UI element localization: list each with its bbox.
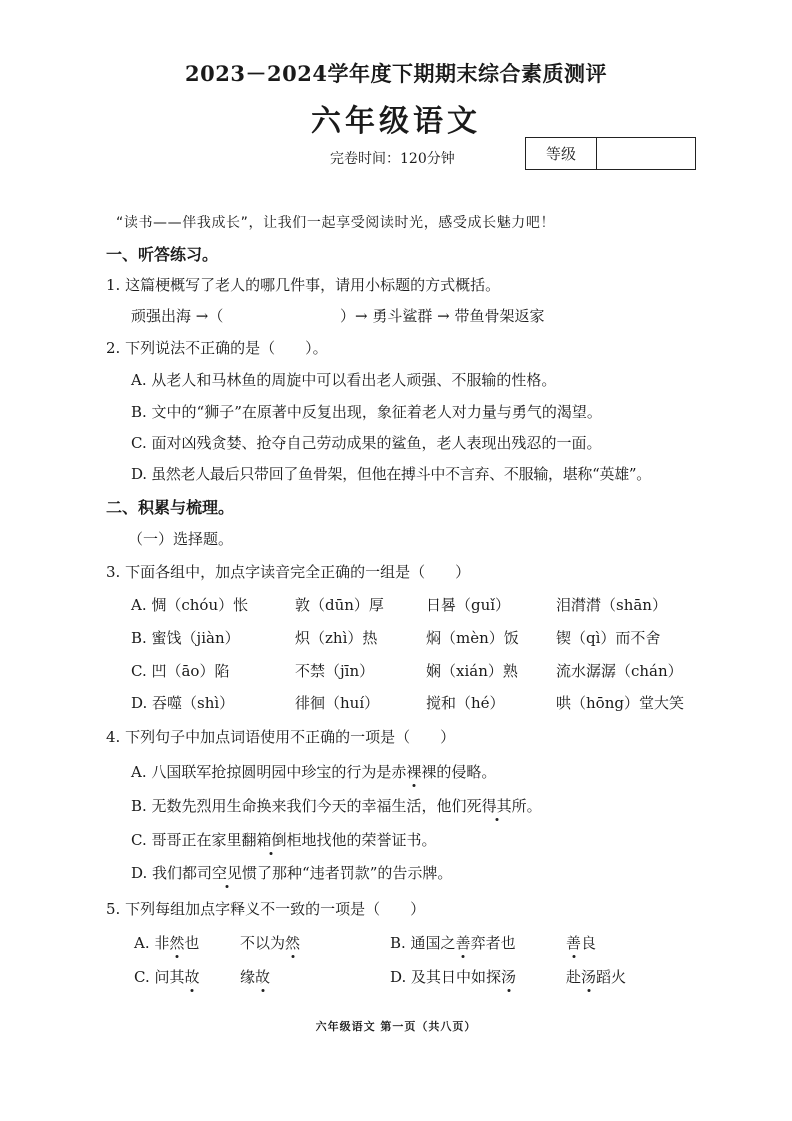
q3-option: B. 蜜饯（jiàn） xyxy=(131,629,240,647)
dotted-word: 赤裸裸 xyxy=(391,763,437,781)
q3-option: 哄（hōng）堂大笑 xyxy=(556,694,684,712)
dotted-word: 死得其所 xyxy=(466,797,527,815)
question-4-option-b xyxy=(131,795,542,816)
q5-option-a1 xyxy=(134,932,199,953)
question-1-part2: ）→ 勇斗鲨群 → 带鱼骨架返家 xyxy=(340,307,545,325)
section-heading: 一、听答练习。 xyxy=(106,245,219,264)
question-4-option-a xyxy=(131,761,496,782)
text: 的侵略。 xyxy=(436,763,497,781)
q3-option: 炽（zhì）热 xyxy=(295,629,378,647)
question-3-stem: 3. 下面各组中，加点字读音完全正确的一组是（ ） xyxy=(106,563,471,581)
text: B. 无数先烈用生命换来我们今天的幸福生活，他们 xyxy=(131,797,467,815)
page-footer: 六年级语文 第一页（共八页） xyxy=(315,1020,477,1033)
text: 蹈火 xyxy=(596,968,627,986)
text: A. 非 xyxy=(134,934,170,952)
q3-option: C. 凹（āo）陷 xyxy=(131,662,230,680)
q5-option-b2 xyxy=(566,932,596,953)
dotted-char: 故 xyxy=(255,968,271,986)
q3-option: 锲（qì）而不舍 xyxy=(556,629,661,647)
question-1-stem: 1. 这篇梗概写了老人的哪几件事，请用小标题的方式概括。 xyxy=(106,276,501,294)
q3-option: 流水潺潺（chán） xyxy=(556,662,683,680)
text: 良 xyxy=(581,934,597,952)
text: A. 八国联军抢掠圆明园中珍宝的行为是 xyxy=(131,763,392,781)
text: 地找他的荣誉证书。 xyxy=(301,831,437,849)
text: D. 我们都 xyxy=(131,864,198,882)
question-2-option-d: D. 虽然老人最后只带回了鱼骨架，但他在搏斗中不言弃、不服输，堪称“英雄”。 xyxy=(131,465,651,483)
q5-option-d1 xyxy=(390,966,516,987)
question-2-option-a: A. 从老人和马林鱼的周旋中可以看出老人顽强、不服输的性格。 xyxy=(131,371,557,389)
dotted-char: 然 xyxy=(169,934,185,952)
q3-option: D. 吞噬（shì） xyxy=(131,694,235,712)
grade-box xyxy=(525,137,696,170)
q5-option-c1 xyxy=(134,966,200,987)
q3-option: A. 惆（chóu）怅 xyxy=(131,596,249,614)
dotted-word: 司空见惯 xyxy=(197,864,258,882)
q5-option-c2 xyxy=(240,966,270,987)
dotted-char: 汤 xyxy=(501,968,517,986)
q5-option-b1 xyxy=(390,932,516,953)
subsection-heading: （一）选择题。 xyxy=(128,530,234,548)
text: C. 问其 xyxy=(134,968,185,986)
question-2-option-b: B. 文中的“狮子”在原著中反复出现，象征着老人对力量与勇气的渴望。 xyxy=(131,403,602,421)
grade-label: 等级 xyxy=(526,138,597,169)
dotted-char: 然 xyxy=(285,934,301,952)
dotted-char: 故 xyxy=(184,968,200,986)
text: C. 哥哥正在家里 xyxy=(131,831,242,849)
text: 弈者也 xyxy=(470,934,516,952)
section-heading: 二、积累与梳理。 xyxy=(106,498,235,517)
q5-option-a2 xyxy=(240,932,300,953)
question-4-option-d xyxy=(131,862,452,883)
q3-option: 徘徊（huí） xyxy=(295,694,380,712)
question-4-option-c xyxy=(131,829,437,850)
exam-duration: 完卷时间：120分钟 xyxy=(330,151,455,167)
q3-option: 敦（dūn）厚 xyxy=(295,596,384,614)
q3-option: 泪潸潸（shān） xyxy=(556,596,667,614)
q3-option: 日晷（guǐ） xyxy=(426,596,511,614)
q3-option: 娴（xián）熟 xyxy=(426,662,518,680)
dotted-word: 翻箱倒柜 xyxy=(241,831,302,849)
exam-subject: 六年级语文 xyxy=(311,104,481,139)
text: 不以为 xyxy=(240,934,286,952)
exam-title: 2023－2024学年度下期期末综合素质测评 xyxy=(185,61,607,86)
grade-value-field[interactable] xyxy=(597,138,695,169)
question-1-part1: 顽强出海 →（ xyxy=(131,307,224,325)
intro-text: “读书——伴我成长”，让我们一起享受阅读时光，感受成长魅力吧！ xyxy=(116,215,556,231)
text: 了那种“违者罚款”的告示牌。 xyxy=(257,864,453,882)
text: B. 通国之 xyxy=(390,934,456,952)
dotted-char: 善 xyxy=(566,934,582,952)
question-5-stem: 5. 下列每组加点字释义不一致的一项是（ ） xyxy=(106,900,426,918)
question-2-stem: 2. 下列说法不正确的是（ ）。 xyxy=(106,339,328,357)
text: 缘 xyxy=(240,968,256,986)
text: D. 及其日中如探 xyxy=(390,968,502,986)
question-2-option-c: C. 面对凶残贪婪、抢夺自己劳动成果的鲨鱼，老人表现出残忍的一面。 xyxy=(131,434,602,452)
q5-option-d2 xyxy=(566,966,626,987)
q3-option: 不禁（jīn） xyxy=(295,662,375,680)
text: 。 xyxy=(526,797,542,815)
q3-option: 焖（mèn）饭 xyxy=(426,629,519,647)
dotted-char: 善 xyxy=(455,934,471,952)
text: 也 xyxy=(184,934,200,952)
dotted-char: 汤 xyxy=(581,968,597,986)
q3-option: 搅和（hé） xyxy=(426,694,505,712)
text: 赴 xyxy=(566,968,582,986)
question-4-stem: 4. 下列句子中加点词语使用不正确的一项是（ ） xyxy=(106,728,456,746)
